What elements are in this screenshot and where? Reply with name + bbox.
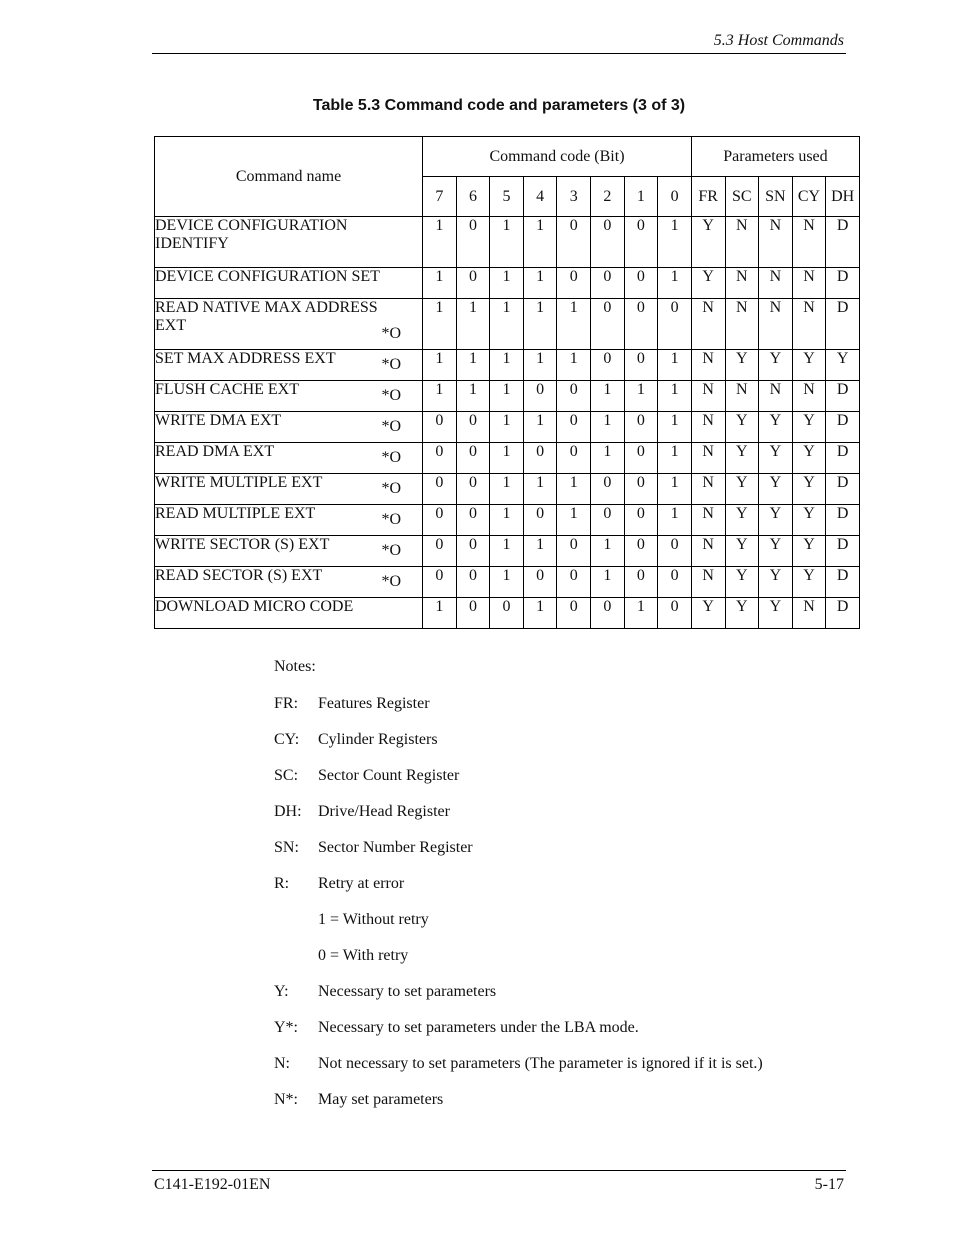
bit-cell: 1 bbox=[490, 474, 524, 505]
param-cell: D bbox=[826, 217, 860, 268]
header-command-code: Command code (Bit) bbox=[423, 137, 692, 177]
bit-cell: 1 bbox=[456, 381, 490, 412]
bit-cell: 1 bbox=[423, 598, 457, 629]
bit-cell: 0 bbox=[624, 412, 658, 443]
document-id: C141-E192-01EN bbox=[154, 1176, 271, 1193]
bit-cell: 0 bbox=[423, 443, 457, 474]
param-cell: D bbox=[826, 505, 860, 536]
table-row bbox=[155, 443, 860, 474]
bit-cell: 0 bbox=[523, 443, 557, 474]
bit-cell: 1 bbox=[490, 412, 524, 443]
param-cell: N bbox=[792, 598, 826, 629]
bit-cell: 0 bbox=[557, 443, 591, 474]
table-row bbox=[155, 299, 860, 350]
command-name-cell bbox=[155, 350, 423, 381]
command-name: READ SECTOR (S) EXT bbox=[155, 567, 323, 584]
param-cell: Y bbox=[792, 350, 826, 381]
command-name-cell bbox=[155, 443, 423, 474]
command-name: WRITE MULTIPLE EXT bbox=[155, 474, 323, 491]
command-name: READ NATIVE MAX ADDRESS EXT bbox=[155, 299, 378, 334]
command-name: WRITE SECTOR (S) EXT bbox=[155, 536, 330, 553]
bit-cell: 0 bbox=[456, 412, 490, 443]
param-cell: N bbox=[725, 217, 759, 268]
bit-cell: 1 bbox=[423, 217, 457, 268]
bit-cell: 0 bbox=[591, 299, 625, 350]
param-cell: Y bbox=[759, 443, 793, 474]
bit-cell: 1 bbox=[490, 217, 524, 268]
bit-cell: 1 bbox=[624, 598, 658, 629]
param-cell: N bbox=[725, 268, 759, 299]
optional-marker: *O bbox=[381, 542, 402, 559]
optional-marker: *O bbox=[381, 387, 402, 404]
table-row bbox=[155, 474, 860, 505]
bit-cell: 1 bbox=[658, 443, 692, 474]
note-value: Drive/Head Register bbox=[318, 803, 450, 820]
optional-marker: *O bbox=[381, 480, 402, 497]
bit-cell: 0 bbox=[557, 381, 591, 412]
note-value: 1 = Without retry bbox=[318, 911, 429, 928]
param-cell: Y bbox=[691, 217, 725, 268]
bit-cell: 1 bbox=[456, 350, 490, 381]
bit-cell: 0 bbox=[456, 268, 490, 299]
note-key: SC: bbox=[274, 767, 299, 784]
param-cell: D bbox=[826, 567, 860, 598]
header-bit: 4 bbox=[523, 177, 557, 217]
bit-cell: 0 bbox=[658, 299, 692, 350]
bit-cell: 1 bbox=[423, 350, 457, 381]
command-name: SET MAX ADDRESS EXT bbox=[155, 350, 336, 367]
table-row bbox=[155, 567, 860, 598]
note-value: May set parameters bbox=[318, 1091, 444, 1108]
bit-cell: 1 bbox=[557, 474, 591, 505]
param-cell: N bbox=[792, 268, 826, 299]
bit-cell: 0 bbox=[591, 505, 625, 536]
bit-cell: 1 bbox=[624, 381, 658, 412]
param-cell: N bbox=[725, 381, 759, 412]
page-number: 5-17 bbox=[814, 1176, 844, 1193]
bit-cell: 1 bbox=[523, 299, 557, 350]
bit-cell: 0 bbox=[523, 567, 557, 598]
table-row bbox=[155, 217, 860, 268]
param-cell: Y bbox=[691, 268, 725, 299]
param-cell: N bbox=[691, 505, 725, 536]
bit-cell: 1 bbox=[523, 217, 557, 268]
bit-cell: 0 bbox=[557, 268, 591, 299]
bit-cell: 0 bbox=[423, 567, 457, 598]
bit-cell: 0 bbox=[658, 567, 692, 598]
bit-cell: 0 bbox=[557, 598, 591, 629]
bit-cell: 0 bbox=[490, 598, 524, 629]
bit-cell: 0 bbox=[624, 350, 658, 381]
note-value: Sector Number Register bbox=[318, 839, 473, 856]
bit-cell: 0 bbox=[624, 268, 658, 299]
bit-cell: 0 bbox=[456, 217, 490, 268]
bit-cell: 0 bbox=[658, 598, 692, 629]
command-name-cell bbox=[155, 217, 423, 268]
bit-cell: 0 bbox=[456, 443, 490, 474]
header-param: SN bbox=[759, 177, 793, 217]
bit-cell: 1 bbox=[523, 268, 557, 299]
param-cell: Y bbox=[792, 567, 826, 598]
optional-marker: *O bbox=[381, 573, 402, 590]
param-cell: N bbox=[759, 299, 793, 350]
command-name: READ DMA EXT bbox=[155, 443, 275, 460]
optional-marker: *O bbox=[381, 449, 402, 466]
command-name: FLUSH CACHE EXT bbox=[155, 381, 300, 398]
note-key: Y: bbox=[274, 983, 289, 1000]
header-bit: 1 bbox=[624, 177, 658, 217]
table-title: Table 5.3 Command code and parameters (3 of 3) bbox=[312, 97, 686, 114]
bit-cell: 1 bbox=[456, 299, 490, 350]
bit-cell: 1 bbox=[490, 299, 524, 350]
bit-cell: 1 bbox=[490, 567, 524, 598]
bit-cell: 0 bbox=[456, 474, 490, 505]
table-row bbox=[155, 536, 860, 567]
bit-cell: 1 bbox=[523, 350, 557, 381]
command-code-table bbox=[154, 136, 860, 629]
bit-cell: 0 bbox=[624, 217, 658, 268]
param-cell: N bbox=[725, 299, 759, 350]
param-cell: Y bbox=[792, 536, 826, 567]
param-cell: D bbox=[826, 598, 860, 629]
param-cell: Y bbox=[725, 350, 759, 381]
header-command-name: Command name bbox=[155, 137, 423, 217]
bit-cell: 1 bbox=[658, 505, 692, 536]
bit-cell: 1 bbox=[591, 567, 625, 598]
command-name-cell bbox=[155, 268, 423, 299]
param-cell: Y bbox=[725, 505, 759, 536]
bit-cell: 1 bbox=[490, 443, 524, 474]
optional-marker: *O bbox=[381, 325, 402, 342]
command-name: READ MULTIPLE EXT bbox=[155, 505, 316, 522]
note-value: Not necessary to set parameters (The parameter is ignored if it is set.) bbox=[318, 1055, 763, 1072]
header-bit: 7 bbox=[423, 177, 457, 217]
command-name-cell bbox=[155, 567, 423, 598]
command-name-cell bbox=[155, 536, 423, 567]
bit-cell: 1 bbox=[658, 268, 692, 299]
bit-cell: 0 bbox=[591, 268, 625, 299]
command-name: DEVICE CONFIGURATION SET bbox=[155, 268, 380, 285]
param-cell: Y bbox=[759, 567, 793, 598]
header-parameters-used: Parameters used bbox=[691, 137, 859, 177]
param-cell: Y bbox=[759, 412, 793, 443]
bit-cell: 1 bbox=[490, 536, 524, 567]
bit-cell: 0 bbox=[523, 381, 557, 412]
command-name-cell bbox=[155, 505, 423, 536]
note-key: SN: bbox=[274, 839, 299, 856]
command-name: DEVICE CONFIGURATION IDENTIFY bbox=[155, 217, 348, 252]
bit-cell: 0 bbox=[591, 217, 625, 268]
note-key: Y*: bbox=[274, 1019, 298, 1036]
table-row bbox=[155, 350, 860, 381]
note-value: Cylinder Registers bbox=[318, 731, 438, 748]
note-value: 0 = With retry bbox=[318, 947, 409, 964]
command-name-cell bbox=[155, 299, 423, 350]
header-param: FR bbox=[691, 177, 725, 217]
bit-cell: 1 bbox=[557, 350, 591, 381]
param-cell: Y bbox=[725, 443, 759, 474]
note-value: Necessary to set parameters bbox=[318, 983, 497, 1000]
bit-cell: 0 bbox=[523, 505, 557, 536]
bit-cell: 1 bbox=[423, 299, 457, 350]
param-cell: D bbox=[826, 412, 860, 443]
bit-cell: 0 bbox=[624, 567, 658, 598]
param-cell: Y bbox=[725, 567, 759, 598]
bit-cell: 1 bbox=[658, 381, 692, 412]
running-header: 5.3 Host Commands bbox=[713, 32, 844, 49]
bit-cell: 0 bbox=[456, 536, 490, 567]
optional-marker: *O bbox=[381, 511, 402, 528]
note-key: CY: bbox=[274, 731, 300, 748]
bit-cell: 1 bbox=[658, 412, 692, 443]
param-cell: Y bbox=[759, 536, 793, 567]
param-cell: N bbox=[759, 268, 793, 299]
bit-cell: 0 bbox=[591, 598, 625, 629]
bit-cell: 1 bbox=[523, 536, 557, 567]
table-row bbox=[155, 381, 860, 412]
command-name-cell bbox=[155, 412, 423, 443]
bit-cell: 0 bbox=[624, 474, 658, 505]
param-cell: Y bbox=[792, 443, 826, 474]
bit-cell: 1 bbox=[591, 536, 625, 567]
bit-cell: 1 bbox=[523, 474, 557, 505]
param-cell: N bbox=[759, 381, 793, 412]
command-name-cell bbox=[155, 474, 423, 505]
param-cell: N bbox=[792, 381, 826, 412]
bit-cell: 1 bbox=[523, 412, 557, 443]
header-rule bbox=[152, 53, 846, 54]
bit-cell: 0 bbox=[456, 567, 490, 598]
bit-cell: 0 bbox=[423, 505, 457, 536]
param-cell: Y bbox=[725, 598, 759, 629]
header-bit: 6 bbox=[456, 177, 490, 217]
command-name: WRITE DMA EXT bbox=[155, 412, 282, 429]
param-cell: N bbox=[691, 299, 725, 350]
note-value: Necessary to set parameters under the LBA mode. bbox=[318, 1019, 639, 1036]
command-name-cell bbox=[155, 598, 423, 629]
bit-cell: 0 bbox=[557, 536, 591, 567]
table-body bbox=[155, 217, 860, 629]
header-bit: 0 bbox=[658, 177, 692, 217]
param-cell: N bbox=[691, 350, 725, 381]
table-row bbox=[155, 598, 860, 629]
optional-marker: *O bbox=[381, 418, 402, 435]
header-bit: 5 bbox=[490, 177, 524, 217]
param-cell: Y bbox=[759, 350, 793, 381]
bit-cell: 1 bbox=[658, 350, 692, 381]
table-row bbox=[155, 412, 860, 443]
bit-cell: 0 bbox=[557, 567, 591, 598]
param-cell: N bbox=[691, 381, 725, 412]
header-param: DH bbox=[826, 177, 860, 217]
bit-cell: 0 bbox=[423, 474, 457, 505]
param-cell: Y bbox=[792, 505, 826, 536]
note-value: Retry at error bbox=[318, 875, 405, 892]
bit-cell: 1 bbox=[490, 505, 524, 536]
bit-cell: 1 bbox=[490, 381, 524, 412]
header-param: CY bbox=[792, 177, 826, 217]
bit-cell: 1 bbox=[523, 598, 557, 629]
param-cell: N bbox=[691, 412, 725, 443]
param-cell: D bbox=[826, 381, 860, 412]
param-cell: Y bbox=[725, 412, 759, 443]
header-bit: 3 bbox=[557, 177, 591, 217]
bit-cell: 0 bbox=[658, 536, 692, 567]
bit-cell: 0 bbox=[557, 217, 591, 268]
command-name-cell bbox=[155, 381, 423, 412]
bit-cell: 0 bbox=[557, 412, 591, 443]
param-cell: Y bbox=[792, 474, 826, 505]
bit-cell: 1 bbox=[490, 268, 524, 299]
param-cell: Y bbox=[759, 505, 793, 536]
param-cell: D bbox=[826, 536, 860, 567]
bit-cell: 0 bbox=[624, 443, 658, 474]
note-key: DH: bbox=[274, 803, 302, 820]
param-cell: Y bbox=[725, 474, 759, 505]
param-cell: N bbox=[691, 567, 725, 598]
optional-marker: *O bbox=[381, 356, 402, 373]
bit-cell: 1 bbox=[591, 381, 625, 412]
param-cell: Y bbox=[725, 536, 759, 567]
bit-cell: 0 bbox=[423, 536, 457, 567]
param-cell: D bbox=[826, 474, 860, 505]
param-cell: D bbox=[826, 443, 860, 474]
bit-cell: 0 bbox=[591, 350, 625, 381]
note-value: Features Register bbox=[318, 695, 430, 712]
param-cell: N bbox=[691, 443, 725, 474]
bit-cell: 0 bbox=[456, 598, 490, 629]
bit-cell: 1 bbox=[658, 217, 692, 268]
bit-cell: 1 bbox=[591, 443, 625, 474]
param-cell: N bbox=[691, 474, 725, 505]
note-key: FR: bbox=[274, 695, 299, 712]
bit-cell: 0 bbox=[456, 505, 490, 536]
param-cell: N bbox=[759, 217, 793, 268]
bit-cell: 0 bbox=[624, 299, 658, 350]
param-cell: Y bbox=[792, 412, 826, 443]
command-name: DOWNLOAD MICRO CODE bbox=[155, 598, 354, 615]
notes-heading: Notes: bbox=[274, 658, 316, 675]
header-param: SC bbox=[725, 177, 759, 217]
bit-cell: 1 bbox=[490, 350, 524, 381]
param-cell: Y bbox=[691, 598, 725, 629]
note-value: Sector Count Register bbox=[318, 767, 460, 784]
param-cell: Y bbox=[759, 474, 793, 505]
footer-rule bbox=[152, 1170, 846, 1171]
param-cell: D bbox=[826, 268, 860, 299]
note-key: N: bbox=[274, 1055, 290, 1072]
header-bit: 2 bbox=[591, 177, 625, 217]
param-cell: Y bbox=[759, 598, 793, 629]
bit-cell: 1 bbox=[423, 381, 457, 412]
bit-cell: 1 bbox=[557, 299, 591, 350]
table-row bbox=[155, 268, 860, 299]
note-key: R: bbox=[274, 875, 290, 892]
param-cell: Y bbox=[826, 350, 860, 381]
bit-cell: 0 bbox=[423, 412, 457, 443]
bit-cell: 1 bbox=[658, 474, 692, 505]
bit-cell: 0 bbox=[624, 505, 658, 536]
bit-cell: 1 bbox=[423, 268, 457, 299]
bit-cell: 1 bbox=[591, 412, 625, 443]
note-key: N*: bbox=[274, 1091, 298, 1108]
bit-cell: 0 bbox=[591, 474, 625, 505]
bit-cell: 0 bbox=[624, 536, 658, 567]
table-row bbox=[155, 505, 860, 536]
param-cell: N bbox=[691, 536, 725, 567]
param-cell: N bbox=[792, 299, 826, 350]
param-cell: D bbox=[826, 299, 860, 350]
param-cell: N bbox=[792, 217, 826, 268]
bit-cell: 1 bbox=[557, 505, 591, 536]
